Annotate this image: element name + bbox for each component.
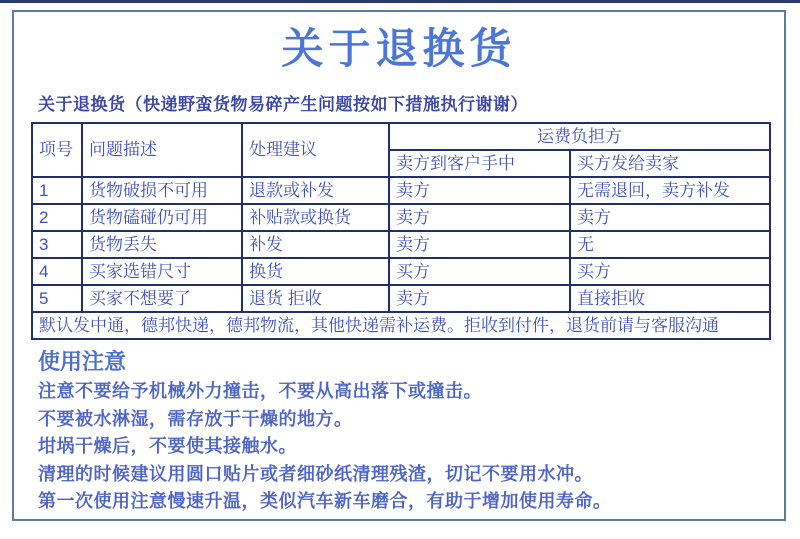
top-edge-line xyxy=(0,0,800,3)
header-item-no: 项号 xyxy=(32,123,82,177)
usage-note-line: 坩埚干燥后，不要使其接触水。 xyxy=(38,436,297,456)
table-row xyxy=(32,231,770,258)
table-footer-row xyxy=(32,312,770,339)
returns-notice: 关于退换货（快递野蛮货物易碎产生问题按如下措施执行谢谢） xyxy=(38,95,528,114)
header-buyer-to-seller: 买方发给卖家 xyxy=(570,150,770,177)
usage-note-line: 清理的时候建议用圆口贴片或者细砂纸清理残渣，切记不要用水冲。 xyxy=(38,463,593,484)
cell-problem: 货物破损不可用 xyxy=(82,177,242,204)
table-row xyxy=(32,177,770,204)
usage-note-line: 第一次使用注意慢速升温，类似汽车新车磨合，有助于增加使用寿命。 xyxy=(38,491,612,511)
page-title: 关于退换货 xyxy=(281,25,517,72)
usage-note-line: 注意不要给予机械外力撞击，不要从高出落下或撞击。 xyxy=(38,381,482,401)
cell-problem: 货物磕碰仍可用 xyxy=(82,204,242,231)
table-row xyxy=(32,204,770,231)
returns-table xyxy=(31,122,771,340)
table-footnote: 默认发中通，德邦快递，德邦物流，其他快递需补运费。拒收到付件，退货前请与客服沟通 xyxy=(32,312,770,339)
usage-note-line: 不要被水淋湿，需存放于干燥的地方。 xyxy=(38,408,353,429)
cell-item-no: 5 xyxy=(32,285,82,312)
cell-buyer-to-seller: 无 xyxy=(570,231,770,258)
header-freight-bearer: 运费负担方 xyxy=(389,123,770,150)
table-row xyxy=(32,285,770,312)
cell-item-no: 2 xyxy=(32,204,82,231)
cell-problem: 货物丢失 xyxy=(82,231,242,258)
cell-seller-to-customer: 卖方 xyxy=(389,231,570,258)
cell-suggestion: 补发 xyxy=(242,231,389,258)
cell-item-no: 4 xyxy=(32,258,82,285)
cell-item-no: 3 xyxy=(32,231,82,258)
table-row xyxy=(32,258,770,285)
usage-notes-title: 使用注意 xyxy=(38,349,127,374)
cell-seller-to-customer: 买方 xyxy=(389,258,570,285)
table-header-row-1 xyxy=(32,123,770,150)
cell-suggestion: 换货 xyxy=(242,258,389,285)
cell-buyer-to-seller: 无需退回，卖方补发 xyxy=(570,177,770,204)
header-problem: 问题描述 xyxy=(82,123,242,177)
cell-seller-to-customer: 卖方 xyxy=(389,177,570,204)
cell-buyer-to-seller: 买方 xyxy=(570,258,770,285)
cell-seller-to-customer: 卖方 xyxy=(389,285,570,312)
cell-buyer-to-seller: 卖方 xyxy=(570,204,770,231)
cell-item-no: 1 xyxy=(32,177,82,204)
cell-problem: 买家不想要了 xyxy=(82,285,242,312)
header-suggestion: 处理建议 xyxy=(242,123,389,177)
header-seller-to-customer: 卖方到客户手中 xyxy=(389,150,570,177)
cell-suggestion: 退货 拒收 xyxy=(242,285,389,312)
cell-problem: 买家选错尺寸 xyxy=(82,258,242,285)
cell-suggestion: 补贴款或换货 xyxy=(242,204,389,231)
cell-seller-to-customer: 卖方 xyxy=(389,204,570,231)
cell-suggestion: 退款或补发 xyxy=(242,177,389,204)
page-frame xyxy=(12,10,786,521)
cell-buyer-to-seller: 直接拒收 xyxy=(570,285,770,312)
